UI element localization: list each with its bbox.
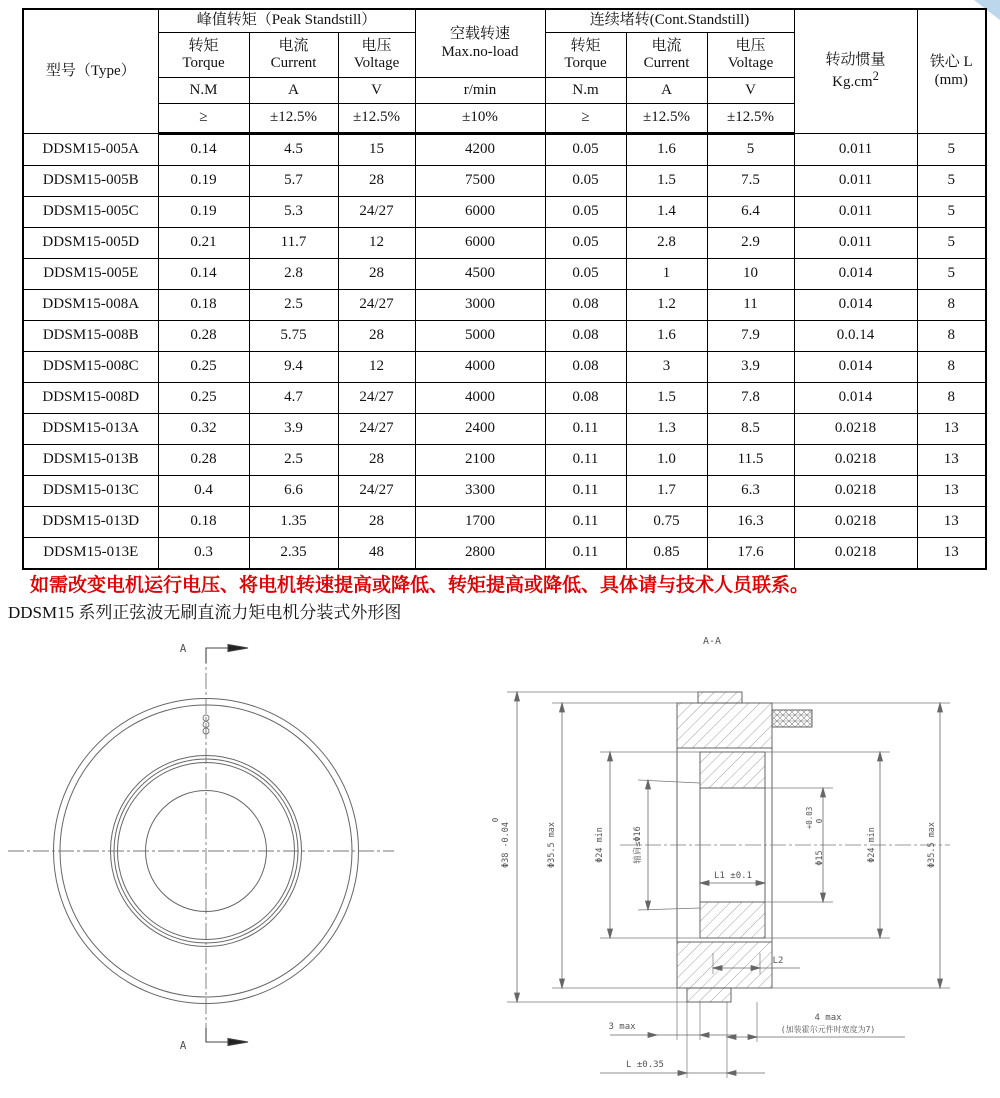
value-cell: 3.9 xyxy=(707,352,794,383)
dim-d355-left: Φ35.5 max xyxy=(547,821,557,869)
dim-d24-left: Φ24 min xyxy=(595,827,605,863)
table-row xyxy=(23,290,986,321)
section-view-drawing xyxy=(450,628,1000,1098)
value-cell: 5000 xyxy=(415,321,545,352)
value-cell: 0.014 xyxy=(794,383,917,414)
value-cell: 0.08 xyxy=(545,352,626,383)
dim-l2: L2 xyxy=(772,956,784,966)
header-type: 型号（Type） xyxy=(23,9,158,134)
value-cell: 24/27 xyxy=(338,290,415,321)
value-cell: 0.05 xyxy=(545,228,626,259)
value-cell: 0.014 xyxy=(794,259,917,290)
model-cell: DDSM15-008B xyxy=(23,321,158,352)
header-cont-current: 电流 Current xyxy=(626,33,707,78)
value-cell: 0.011 xyxy=(794,134,917,166)
value-cell: 7.5 xyxy=(707,166,794,197)
extension-lines xyxy=(507,692,950,1078)
value-cell: 12 xyxy=(338,352,415,383)
section-letter-bottom: A xyxy=(179,1039,187,1052)
dim-4max: 4 max xyxy=(814,1013,842,1023)
header-cont-voltage: 电压 Voltage xyxy=(707,33,794,78)
unit-noload: r/min xyxy=(415,78,545,104)
value-cell: 0.14 xyxy=(158,259,249,290)
value-cell: 1.5 xyxy=(626,166,707,197)
value-cell: 0.11 xyxy=(545,414,626,445)
value-cell: 6000 xyxy=(415,197,545,228)
unit-cont-voltage: V xyxy=(707,78,794,104)
table-row xyxy=(23,352,986,383)
value-cell: 5.75 xyxy=(249,321,338,352)
value-cell: 0.25 xyxy=(158,383,249,414)
value-cell: 0.0218 xyxy=(794,476,917,507)
value-cell: 6.6 xyxy=(249,476,338,507)
tol-peak-current: ±12.5% xyxy=(249,104,338,134)
dim-d15-tol-lower: 0 xyxy=(815,818,824,824)
value-cell: 0.0.14 xyxy=(794,321,917,352)
value-cell: 13 xyxy=(917,538,986,570)
tol-cont-current: ±12.5% xyxy=(626,104,707,134)
spec-table-body xyxy=(23,134,986,570)
table-row xyxy=(23,476,986,507)
value-cell: 4.5 xyxy=(249,134,338,166)
value-cell: 0.011 xyxy=(794,197,917,228)
value-cell: 0.11 xyxy=(545,507,626,538)
dim-d15-tol-upper: +0.03 xyxy=(805,806,814,830)
value-cell: 7500 xyxy=(415,166,545,197)
tol-peak-torque: ≥ xyxy=(158,104,249,134)
value-cell: 1.6 xyxy=(626,134,707,166)
table-row xyxy=(23,383,986,414)
tol-cont-voltage: ±12.5% xyxy=(707,104,794,134)
value-cell: 17.6 xyxy=(707,538,794,570)
noload-cn: 空载转速 xyxy=(449,26,510,43)
value-cell: 2800 xyxy=(415,538,545,570)
value-cell: 0.19 xyxy=(158,197,249,228)
value-cell: 5 xyxy=(917,166,986,197)
unit-cont-torque: N.m xyxy=(545,78,626,104)
section-body xyxy=(677,692,812,1002)
value-cell: 5 xyxy=(917,259,986,290)
spec-table-header xyxy=(23,9,986,134)
value-cell: 0.85 xyxy=(626,538,707,570)
value-cell: 6.4 xyxy=(707,197,794,228)
model-cell: DDSM15-013D xyxy=(23,507,158,538)
value-cell: 13 xyxy=(917,445,986,476)
value-cell: 5 xyxy=(707,134,794,166)
value-cell: 0.21 xyxy=(158,228,249,259)
value-cell: 1.3 xyxy=(626,414,707,445)
value-cell: 0.14 xyxy=(158,134,249,166)
lead-wires-section xyxy=(772,710,812,727)
value-cell: 8 xyxy=(917,321,986,352)
table-row xyxy=(23,228,986,259)
value-cell: 24/27 xyxy=(338,197,415,228)
value-cell: 1.6 xyxy=(626,321,707,352)
value-cell: 11 xyxy=(707,290,794,321)
model-cell: DDSM15-005E xyxy=(23,259,158,290)
value-cell: 2.5 xyxy=(249,290,338,321)
value-cell: 15 xyxy=(338,134,415,166)
section-letter-top: A xyxy=(179,642,187,655)
value-cell: 0.3 xyxy=(158,538,249,570)
value-cell: 5 xyxy=(917,134,986,166)
value-cell: 8 xyxy=(917,290,986,321)
value-cell: 0.08 xyxy=(545,321,626,352)
value-cell: 48 xyxy=(338,538,415,570)
value-cell: 0.32 xyxy=(158,414,249,445)
table-row xyxy=(23,538,986,570)
tol-noload: ±10% xyxy=(415,104,545,134)
header-peak-voltage: 电压 Voltage xyxy=(338,33,415,78)
table-row xyxy=(23,166,986,197)
model-cell: DDSM15-008D xyxy=(23,383,158,414)
header-cont-group: 连续堵转(Cont.Standstill) xyxy=(545,9,794,33)
dim-d24-right: Φ24 min xyxy=(867,827,877,863)
value-cell: 5.7 xyxy=(249,166,338,197)
center-lines xyxy=(8,648,394,1042)
value-cell: 4000 xyxy=(415,383,545,414)
model-cell: DDSM15-005B xyxy=(23,166,158,197)
value-cell: 0.011 xyxy=(794,166,917,197)
inertia-unit: $Kg.cm^2$ xyxy=(832,69,879,90)
dim-d38-tol: 0 xyxy=(491,817,500,823)
header-peak-group: 峰值转矩（Peak Standstill） xyxy=(158,9,415,33)
unit-peak-voltage: V xyxy=(338,78,415,104)
dim-3max: 3 max xyxy=(608,1022,636,1032)
value-cell: 9.4 xyxy=(249,352,338,383)
value-cell: 0.28 xyxy=(158,321,249,352)
value-cell: 2400 xyxy=(415,414,545,445)
value-cell: 28 xyxy=(338,445,415,476)
value-cell: 6.3 xyxy=(707,476,794,507)
value-cell: 8 xyxy=(917,383,986,414)
value-cell: 1700 xyxy=(415,507,545,538)
model-cell: DDSM15-013C xyxy=(23,476,158,507)
model-cell: DDSM15-013B xyxy=(23,445,158,476)
tol-peak-voltage: ±12.5% xyxy=(338,104,415,134)
value-cell: 0.05 xyxy=(545,166,626,197)
value-cell: 2.5 xyxy=(249,445,338,476)
value-cell: 11.5 xyxy=(707,445,794,476)
value-cell: 3 xyxy=(626,352,707,383)
value-cell: 5.3 xyxy=(249,197,338,228)
value-cell: 0.25 xyxy=(158,352,249,383)
value-cell: 10 xyxy=(707,259,794,290)
value-cell: 3300 xyxy=(415,476,545,507)
value-cell: 0.08 xyxy=(545,383,626,414)
dim-shaft-shoulder: 轴肩≤Φ16 xyxy=(633,826,643,864)
value-cell: 0.28 xyxy=(158,445,249,476)
value-cell: 0.05 xyxy=(545,259,626,290)
front-view-drawing xyxy=(0,633,450,1098)
value-cell: 1.4 xyxy=(626,197,707,228)
value-cell: 1.35 xyxy=(249,507,338,538)
value-cell: 11.7 xyxy=(249,228,338,259)
value-cell: 3000 xyxy=(415,290,545,321)
value-cell: 0.11 xyxy=(545,476,626,507)
value-cell: 28 xyxy=(338,259,415,290)
dim-d15: Φ15 xyxy=(815,850,825,866)
header-core-length xyxy=(917,9,986,134)
model-cell: DDSM15-013E xyxy=(23,538,158,570)
value-cell: 0.18 xyxy=(158,507,249,538)
value-cell: 4.7 xyxy=(249,383,338,414)
value-cell: 0.05 xyxy=(545,134,626,166)
value-cell: 0.18 xyxy=(158,290,249,321)
value-cell: 0.4 xyxy=(158,476,249,507)
diameter-labels xyxy=(491,807,937,868)
tol-cont-torque: ≥ xyxy=(545,104,626,134)
table-row xyxy=(23,414,986,445)
header-peak-torque: 转矩 Torque xyxy=(158,33,249,78)
drawing-caption: DDSM15 系列正弦波无刷直流力矩电机分装式外形图 xyxy=(8,603,402,622)
model-cell: DDSM15-008C xyxy=(23,352,158,383)
value-cell: 28 xyxy=(338,321,415,352)
value-cell: 7.9 xyxy=(707,321,794,352)
header-inertia xyxy=(794,9,917,134)
dim-d355-right: Φ35.5 max xyxy=(927,821,937,869)
value-cell: 0.08 xyxy=(545,290,626,321)
value-cell: 0.014 xyxy=(794,290,917,321)
value-cell: 1.0 xyxy=(626,445,707,476)
value-cell: 28 xyxy=(338,507,415,538)
value-cell: 0.0218 xyxy=(794,507,917,538)
value-cell: 12 xyxy=(338,228,415,259)
value-cell: 1.5 xyxy=(626,383,707,414)
value-cell: 2.8 xyxy=(626,228,707,259)
dim-l1: L1 ±0.1 xyxy=(714,871,752,881)
table-row xyxy=(23,507,986,538)
value-cell: 4200 xyxy=(415,134,545,166)
value-cell: 0.11 xyxy=(545,538,626,570)
value-cell: 8.5 xyxy=(707,414,794,445)
unit-peak-torque: N.M xyxy=(158,78,249,104)
value-cell: 13 xyxy=(917,414,986,445)
spec-table xyxy=(22,8,987,570)
table-row xyxy=(23,321,986,352)
value-cell: 24/27 xyxy=(338,414,415,445)
value-cell: 13 xyxy=(917,507,986,538)
value-cell: 3.9 xyxy=(249,414,338,445)
value-cell: 6000 xyxy=(415,228,545,259)
core-cn: 铁心 L xyxy=(929,54,973,71)
value-cell: 13 xyxy=(917,476,986,507)
red-warning-note: 如需改变电机运行电压、将电机转速提高或降低、转矩提高或降低、具体请与技术人员联系。 xyxy=(30,575,810,596)
table-row xyxy=(23,445,986,476)
value-cell: 0.0218 xyxy=(794,445,917,476)
model-cell: DDSM15-005D xyxy=(23,228,158,259)
header-noload-group xyxy=(415,9,545,78)
value-cell: 1.2 xyxy=(626,290,707,321)
value-cell: 2.35 xyxy=(249,538,338,570)
value-cell: 4500 xyxy=(415,259,545,290)
value-cell: 16.3 xyxy=(707,507,794,538)
section-title: A-A xyxy=(702,636,722,647)
value-cell: 5 xyxy=(917,228,986,259)
model-cell: DDSM15-005A xyxy=(23,134,158,166)
value-cell: 2100 xyxy=(415,445,545,476)
value-cell: 2.9 xyxy=(707,228,794,259)
header-peak-current: 电流 Current xyxy=(249,33,338,78)
value-cell: 0.75 xyxy=(626,507,707,538)
value-cell: 7.8 xyxy=(707,383,794,414)
value-cell: 0.014 xyxy=(794,352,917,383)
dim-4max-note: (加装霍尔元件时宽度为7) xyxy=(780,1025,876,1034)
value-cell: 4000 xyxy=(415,352,545,383)
table-row xyxy=(23,134,986,166)
model-cell: DDSM15-005C xyxy=(23,197,158,228)
table-row xyxy=(23,197,986,228)
value-cell: 24/27 xyxy=(338,383,415,414)
model-cell: DDSM15-008A xyxy=(23,290,158,321)
header-cont-torque: 转矩 Torque xyxy=(545,33,626,78)
value-cell: 0.0218 xyxy=(794,414,917,445)
core-unit: (mm) xyxy=(934,71,968,88)
unit-cont-current: A xyxy=(626,78,707,104)
model-cell: DDSM15-013A xyxy=(23,414,158,445)
value-cell: 0.011 xyxy=(794,228,917,259)
value-cell: 0.05 xyxy=(545,197,626,228)
value-cell: 0.11 xyxy=(545,445,626,476)
value-cell: 5 xyxy=(917,197,986,228)
dim-d38: Φ38 -0.04 xyxy=(501,821,511,869)
unit-peak-current: A xyxy=(249,78,338,104)
table-row xyxy=(23,259,986,290)
inertia-cn: 转动惯量 xyxy=(825,51,886,68)
value-cell: 0.0218 xyxy=(794,538,917,570)
value-cell: 24/27 xyxy=(338,476,415,507)
value-cell: 1.7 xyxy=(626,476,707,507)
value-cell: 2.8 xyxy=(249,259,338,290)
noload-en: Max.no-load xyxy=(441,43,519,60)
dim-l: L ±0.35 xyxy=(626,1060,664,1070)
value-cell: 0.19 xyxy=(158,166,249,197)
value-cell: 28 xyxy=(338,166,415,197)
value-cell: 8 xyxy=(917,352,986,383)
value-cell: 1 xyxy=(626,259,707,290)
